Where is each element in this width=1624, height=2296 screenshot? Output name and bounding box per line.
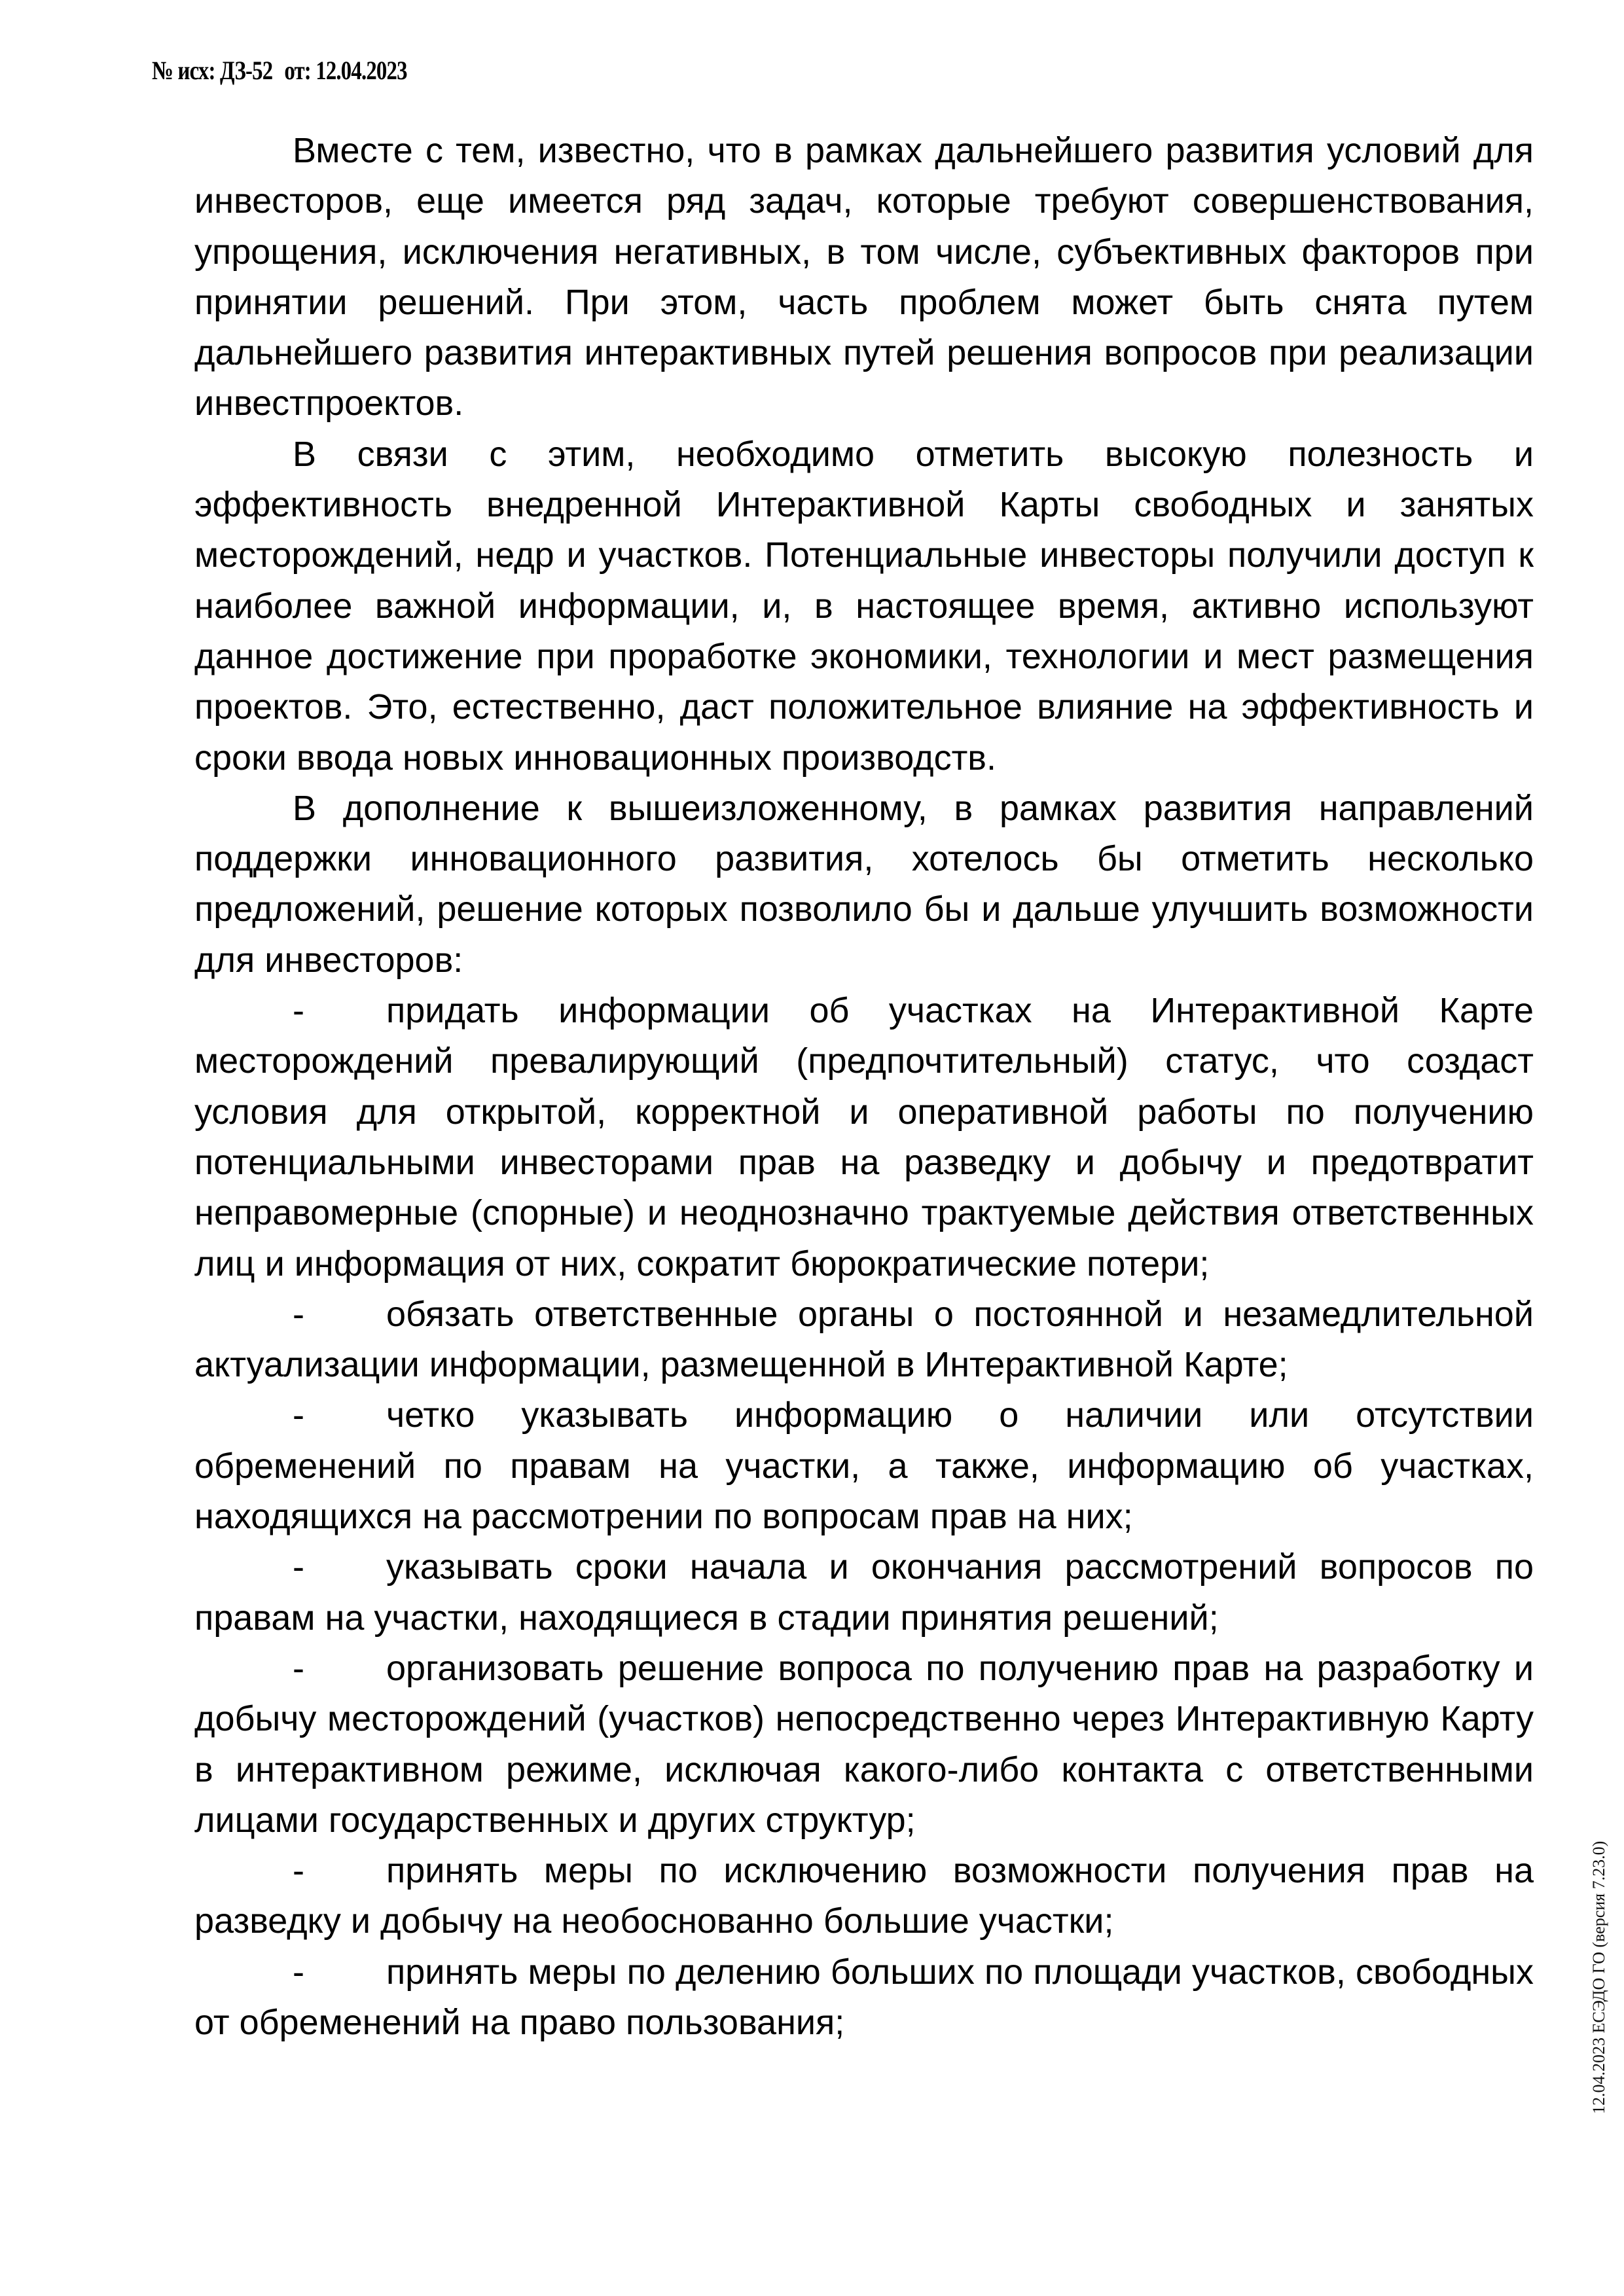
bullet-dash: - [293, 1851, 304, 1891]
list-item [194, 1390, 1534, 1542]
list-item [194, 986, 1534, 1289]
list-item [194, 1846, 1534, 1947]
list-item-text: принять меры по исключению возможности получения прав на разведку и добычу на необоснованно большие участки; [194, 1851, 1534, 1941]
edms-side-stamp: 12.04.2023 ЕСЭДО ГО (версия 7.23.0) [1589, 1840, 1608, 2114]
bullet-dash: - [293, 1294, 304, 1334]
list-item-text: придать информации об участках на Интерактивной Карте месторождений превалирующий (предпочтительный) статус, что создаст условия для открытой, корректной и оперативной работы по получению потенциальными инвесторами прав на разведку и добычу и предотвратит неправомерные (спорные) и неоднозначно трактуемые действия ответственных лиц и информация от них, сократит бюрократические потери; [194, 991, 1534, 1283]
list-item-text: принять меры по делению больших по площади участков, свободных от обременений на право пользования; [194, 1952, 1534, 2042]
list-item-text: организовать решение вопроса по получению прав на разработку и добычу месторождений (участков) непосредственно через Интерактивную Карту в интерактивном режиме, исключая какого-либо контакта с ответственными лицами государственных и других структур; [194, 1648, 1534, 1840]
outgoing-date: от: 12.04.2023 [284, 56, 407, 85]
bullet-dash: - [293, 1547, 304, 1587]
list-item [194, 1643, 1534, 1846]
list-item-text: четко указывать информацию о наличии или отсутствии обременений по правам на участки, а также, информацию об участках, находящихся на рассмотрении по вопросам прав на них; [194, 1395, 1534, 1537]
outgoing-number: № исх: ДЗ-52 [152, 56, 273, 85]
list-item-text: указывать сроки начала и окончания рассмотрений вопросов по правам на участки, находящиеся в стадии принятия решений; [194, 1547, 1534, 1638]
list-item [194, 1947, 1534, 2049]
bullet-dash: - [293, 1648, 304, 1688]
paragraph: В дополнение к вышеизложенному, в рамках развития направлений поддержки инновационного развития, хотелось бы отметить несколько предложений, решение которых позволило бы и дальше улучшить возможности для инвесторов: [194, 788, 1534, 980]
list-item-text: обязать ответственные органы о постоянной и незамедлительной актуализации информации, размещенной в Интерактивной Карте; [194, 1294, 1534, 1385]
list-item [194, 1289, 1534, 1391]
bullet-dash: - [293, 1952, 304, 1992]
document-body [194, 126, 1534, 2048]
list-item [194, 1542, 1534, 1643]
bullet-dash: - [293, 1395, 304, 1435]
bullet-dash: - [293, 991, 304, 1031]
document-header [152, 55, 407, 86]
paragraph: В связи с этим, необходимо отметить высокую полезность и эффективность внедренной Интерактивной Карты свободных и занятых месторождений, недр и участков. Потенциальные инвесторы получили доступ к наиболее важной информации, и, в настоящее время, активно используют данное достижение при проработке экономики, технологии и мест размещения проектов. Это, естественно, даст положительное влияние на эффективность и сроки ввода новых инновационных производств. [194, 434, 1534, 778]
paragraph: Вместе с тем, известно, что в рамках дальнейшего развития условий для инвесторов, еще имеется ряд задач, которые требуют совершенствования, упрощения, исключения негативных, в том числе, субъективных факторов при принятии решений. При этом, часть проблем может быть снята путем дальнейшего развития интерактивных путей решения вопросов при реализации инвестпроектов. [194, 131, 1534, 423]
